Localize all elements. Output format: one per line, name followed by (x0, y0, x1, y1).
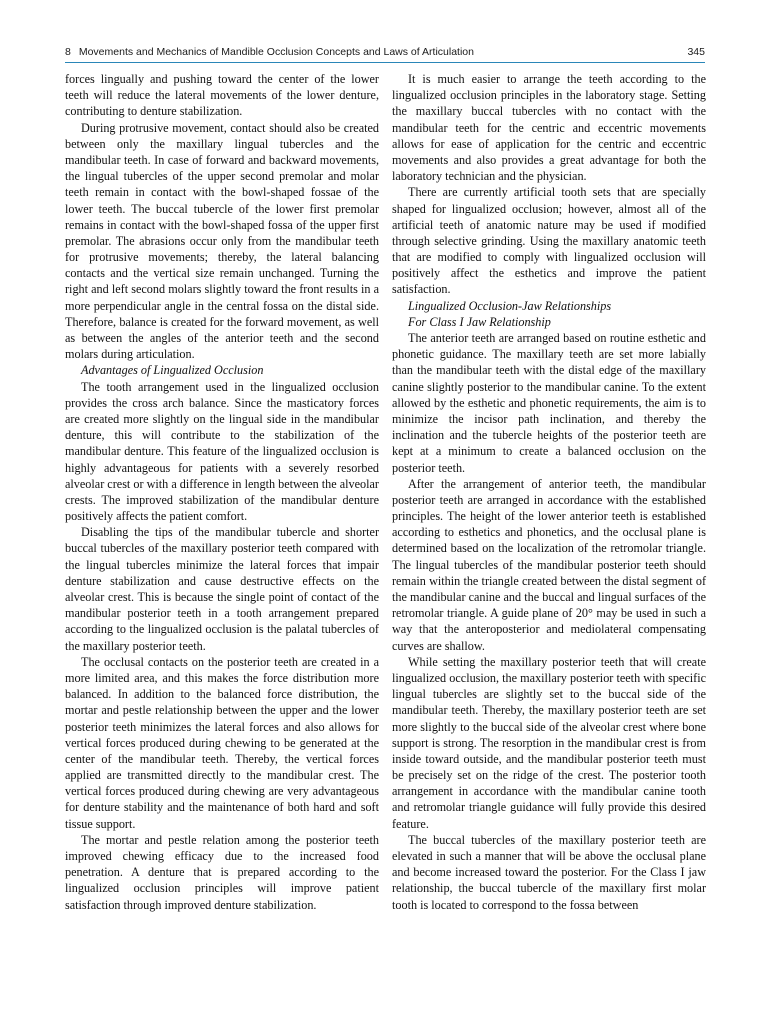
right-column (392, 71, 706, 913)
paragraph: The tooth arrangement used in the lingualized occlusion provides the cross arch balance. Since the masticatory forces are created more slightly on the lingual side in the mandibular denture, this will contribute to the stabilization of the mandibular denture. This feature of the lingualized occlusion is highly advantageous for patients with a severely resorbed alveolar crest or with a difference in length between the alveolar crests. The improved stabilization of the mandibular denture positively affects the patient comfort. (65, 379, 379, 524)
paragraph: While setting the maxillary posterior teeth that will create lingualized occlusion, the maxillary posterior teeth with specific lingual tubercles are slightly set to the buccal side of the mandibular teeth. Thereby, the maxillary posterior teeth are set more slightly to the buccal side of the alveolar crest where bone support is strong. The resorption in the mandibular crest is from inside toward outside, and the mandibular posterior teeth must be precisely set on the ridge of the crest. The posterior tooth arrangement in accordance with the mandibular canine tooth and retromolar triangle guidance will fully provide this desired feature. (392, 654, 706, 831)
chapter-heading (65, 46, 474, 58)
paragraph: The occlusal contacts on the posterior teeth are created in a more limited area, and this makes the force distribution more balanced. In addition to the balanced force distribution, the mortar and pestle relationship between the upper and the lower posterior teeth minimizes the lateral forces and also allows for vertical forces produced during chewing to be generated at the center of the mandibular teeth. Thereby, the vertical forces applied are transmitted directly to the mandibular crest. The vertical forces produced during chewing are very advantageous for denture stability and the maintenance of both hard and soft tissue support. (65, 654, 379, 831)
subsection-heading: For Class I Jaw Relationship (408, 314, 551, 329)
section-heading: Advantages of Lingualized Occlusion (81, 363, 264, 378)
paragraph: After the arrangement of anterior teeth, the mandibular posterior teeth are arranged in accordance with the established principles. The height of the lower anterior teeth is established according to esthetics and phonetics, and the occlusal plane is determined based on the localization of the retromolar triangle. The lingual tubercles of the mandibular posterior teeth should remain within the triangle created between the distal segment of the mandibular canine and the buccal and lingual surfaces of the retromolar triangle. A guide plane of 20° may be used in such a way that the anteroposterior and mediolateral compensating curves are shallow. (392, 476, 706, 653)
page-number: 345 (687, 46, 705, 58)
left-column (65, 71, 379, 913)
paragraph: forces lingually and pushing toward the center of the lower teeth will reduce the lateral movements of the lower denture, contributing to denture stabilization. (65, 72, 379, 119)
paragraph: The mortar and pestle relation among the posterior teeth improved chewing efficacy due to the increased food penetration. A denture that is prepared according to the lingualized occlusion principles will improve patient satisfaction through improved denture stabilization. (65, 832, 379, 912)
paragraph: It is much easier to arrange the teeth according to the lingualized occlusion principles in the laboratory stage. Setting the maxillary buccal tubercles with no contact with the mandibular teeth for the centric and eccentric movements allows for ease of application for the centric and eccentric movements and also provides a great advantage for both the laboratory technician and the physician. (392, 72, 706, 184)
paragraph: The anterior teeth are arranged based on routine esthetic and phonetic guidance. The maxillary teeth are set more labially than the mandibular teeth with the distal edge of the maxillary canine slightly posterior to the mandibular canine. To the extent allowed by the esthetic and phonetic requirements, the aim is to minimize the incisor path inclination, and thereby the inclination and the tubercle heights of the posterior teeth are kept at a minimum to create a balanced occlusion on the posterior teeth. (392, 331, 706, 475)
header-rule (65, 62, 705, 63)
chapter-number: 8 (65, 46, 71, 58)
paragraph: There are currently artificial tooth sets that are specially shaped for lingualized occlusion; however, almost all of the artificial teeth of anatomic nature may be used if modified through selective grinding. Using the maxillary anatomic teeth that are modified to comply with lingualized occlusion will positively affect the esthetics and improve the patient satisfaction. (392, 185, 706, 297)
chapter-title: Movements and Mechanics of Mandible Occlusion Concepts and Laws of Articulation (78, 46, 474, 58)
section-heading: Lingualized Occlusion-Jaw Relationships (408, 298, 612, 313)
paragraph: The buccal tubercles of the maxillary posterior teeth are elevated in such a manner that will be above the occlusal plane and become increased toward the posterior. For the Class I jaw relationship, the buccal tubercle of the maxillary first molar tooth is located to correspond to the fossa between (392, 832, 706, 912)
running-header (65, 44, 705, 62)
paragraph: During protrusive movement, contact should also be created between only the maxillary lingual tubercles and the mandibular teeth. In case of forward and backward movements, the lingual tubercles of the upper second premolar and molar teeth remain in contact with the bowl-shaped fossae of the lower teeth. The buccal tubercle of the lower first premolar remains in contact with the bowl-shaped fossa of the upper first premolar. The abrasions occur only from the mandibular teeth for protrusive movements; thereby, the lateral balancing contacts and the vertical size remain unchanged. Turning the right and left second molars slightly toward the front results in a more perpendicular angle in the central fossa on the distal side. Therefore, balance is created for the forward movement, as well as between the angles of the anterior teeth and the second molars during articulation. (65, 120, 379, 362)
paragraph: Disabling the tips of the mandibular tubercle and shorter buccal tubercles of the maxillary posterior teeth compared with the lingual tubercles minimize the lateral forces that impair denture stabilization and cause destructive effects on the alveolar crest. This is because the single point of contact of the mandibular posterior teeth in a tooth arrangement prepared according to the lingualized occlusion is the palatal tubercles of the maxillary posterior teeth. (65, 525, 379, 653)
